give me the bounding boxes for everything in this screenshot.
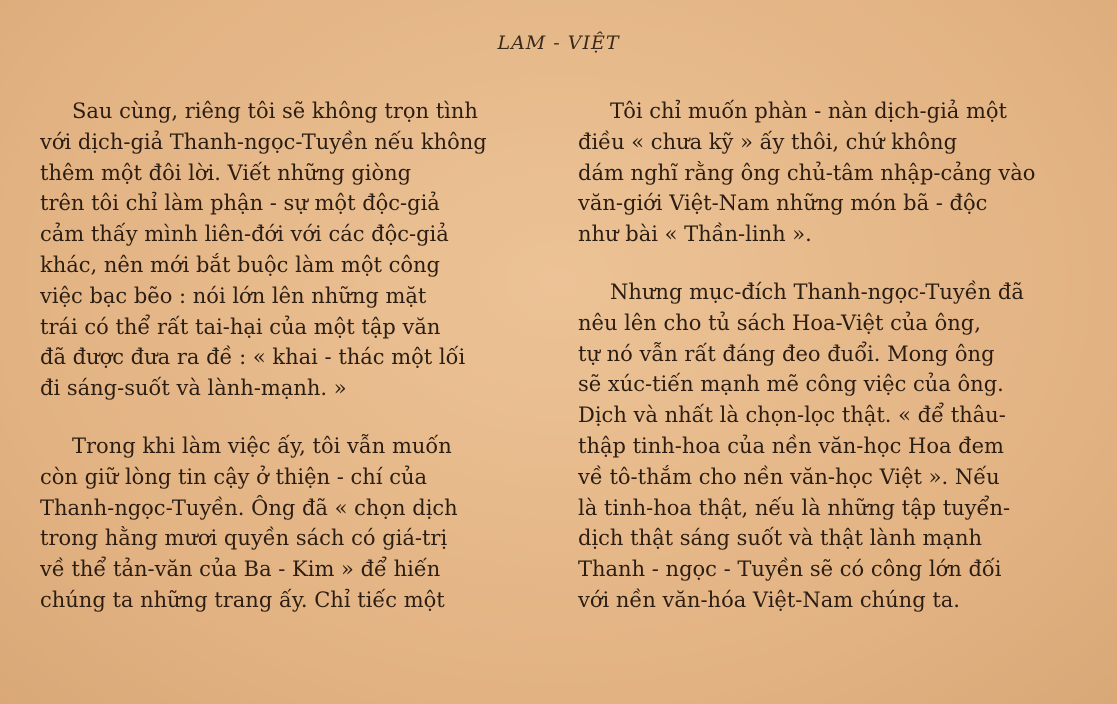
text-line: đã được đưa ra đề : « khai - thác một lối [40, 345, 466, 370]
text-line: Trong khi làm việc ấy, tôi vẫn muốn [72, 433, 452, 458]
text-line: cảm thấy mình liên-đới với các độc-giả [40, 222, 449, 247]
text-line: đi sáng-suốt và lành-mạnh. » [40, 376, 347, 401]
text-line: việc bạc bẽo : nói lớn lên những mặt [40, 283, 427, 308]
paragraph [578, 96, 1088, 250]
text-line: thập tinh-hoa của nền văn-học Hoa đem [578, 433, 1004, 458]
text-line: Nhưng mục-đích Thanh-ngọc-Tuyền đã [610, 279, 1024, 304]
text-line: tự nó vẫn rất đáng đeo đuổi. Mong ông [578, 341, 995, 366]
text-line: văn-giới Việt-Nam những món bã - độc [578, 191, 988, 216]
text-line: trong hằng mươi quyền sách có giá-trị [40, 526, 448, 551]
text-line: nêu lên cho tủ sách Hoa-Việt của ông, [578, 310, 981, 335]
text-line: về tô-thắm cho nền văn-học Việt ». Nếu [578, 464, 1000, 489]
text-line: Sau cùng, riêng tôi sẽ không trọn tình [72, 99, 478, 123]
text-line: Dịch và nhất là chọn-lọc thật. « để thâu- [578, 403, 1006, 428]
right-column [578, 96, 1088, 643]
text-line: Tôi chỉ muốn phàn - nàn dịch-giả một [610, 99, 1007, 123]
text-line: về thể tản-văn của Ba - Kim » để hiến [40, 557, 441, 582]
text-line: với nền văn-hóa Việt-Nam chúng ta. [578, 587, 960, 612]
paragraph [578, 277, 1088, 616]
text-line: chúng ta những trang ấy. Chỉ tiếc một [40, 587, 445, 612]
text-line: còn giữ lòng tin cậy ở thiện - chí của [40, 464, 428, 489]
text-line: khác, nên mới bắt buộc làm một công [40, 252, 440, 277]
text-line: với dịch-giả Thanh-ngọc-Tuyền nếu không [40, 129, 487, 154]
left-column [40, 96, 540, 643]
text-line: trái có thể rất tai-hại của một tập văn [40, 314, 441, 339]
text-line: trên tôi chỉ làm phận - sự một độc-giả [40, 191, 440, 216]
text-line: Thanh-ngọc-Tuyền. Ông đã « chọn dịch [40, 495, 458, 520]
text-line: như bài « Thần-linh ». [578, 222, 812, 247]
page-header: LAM - VIỆT [497, 32, 620, 54]
text-line: dịch thật sáng suốt và thật lành mạnh [578, 526, 983, 551]
paragraph [40, 96, 540, 404]
text-line: dám nghĩ rằng ông chủ-tâm nhập-cảng vào [578, 160, 1036, 185]
text-line: sẽ xúc-tiến mạnh mẽ công việc của ông. [578, 372, 1004, 397]
text-line: điều « chưa kỹ » ấy thôi, chứ không [578, 129, 958, 154]
paragraph [40, 431, 540, 616]
text-line: Thanh - ngọc - Tuyền sẽ có công lớn đối [578, 557, 1002, 582]
text-line: là tinh-hoa thật, nếu là những tập tuyển- [578, 495, 1011, 520]
text-line: thêm một đôi lời. Viết những giòng [40, 160, 412, 185]
